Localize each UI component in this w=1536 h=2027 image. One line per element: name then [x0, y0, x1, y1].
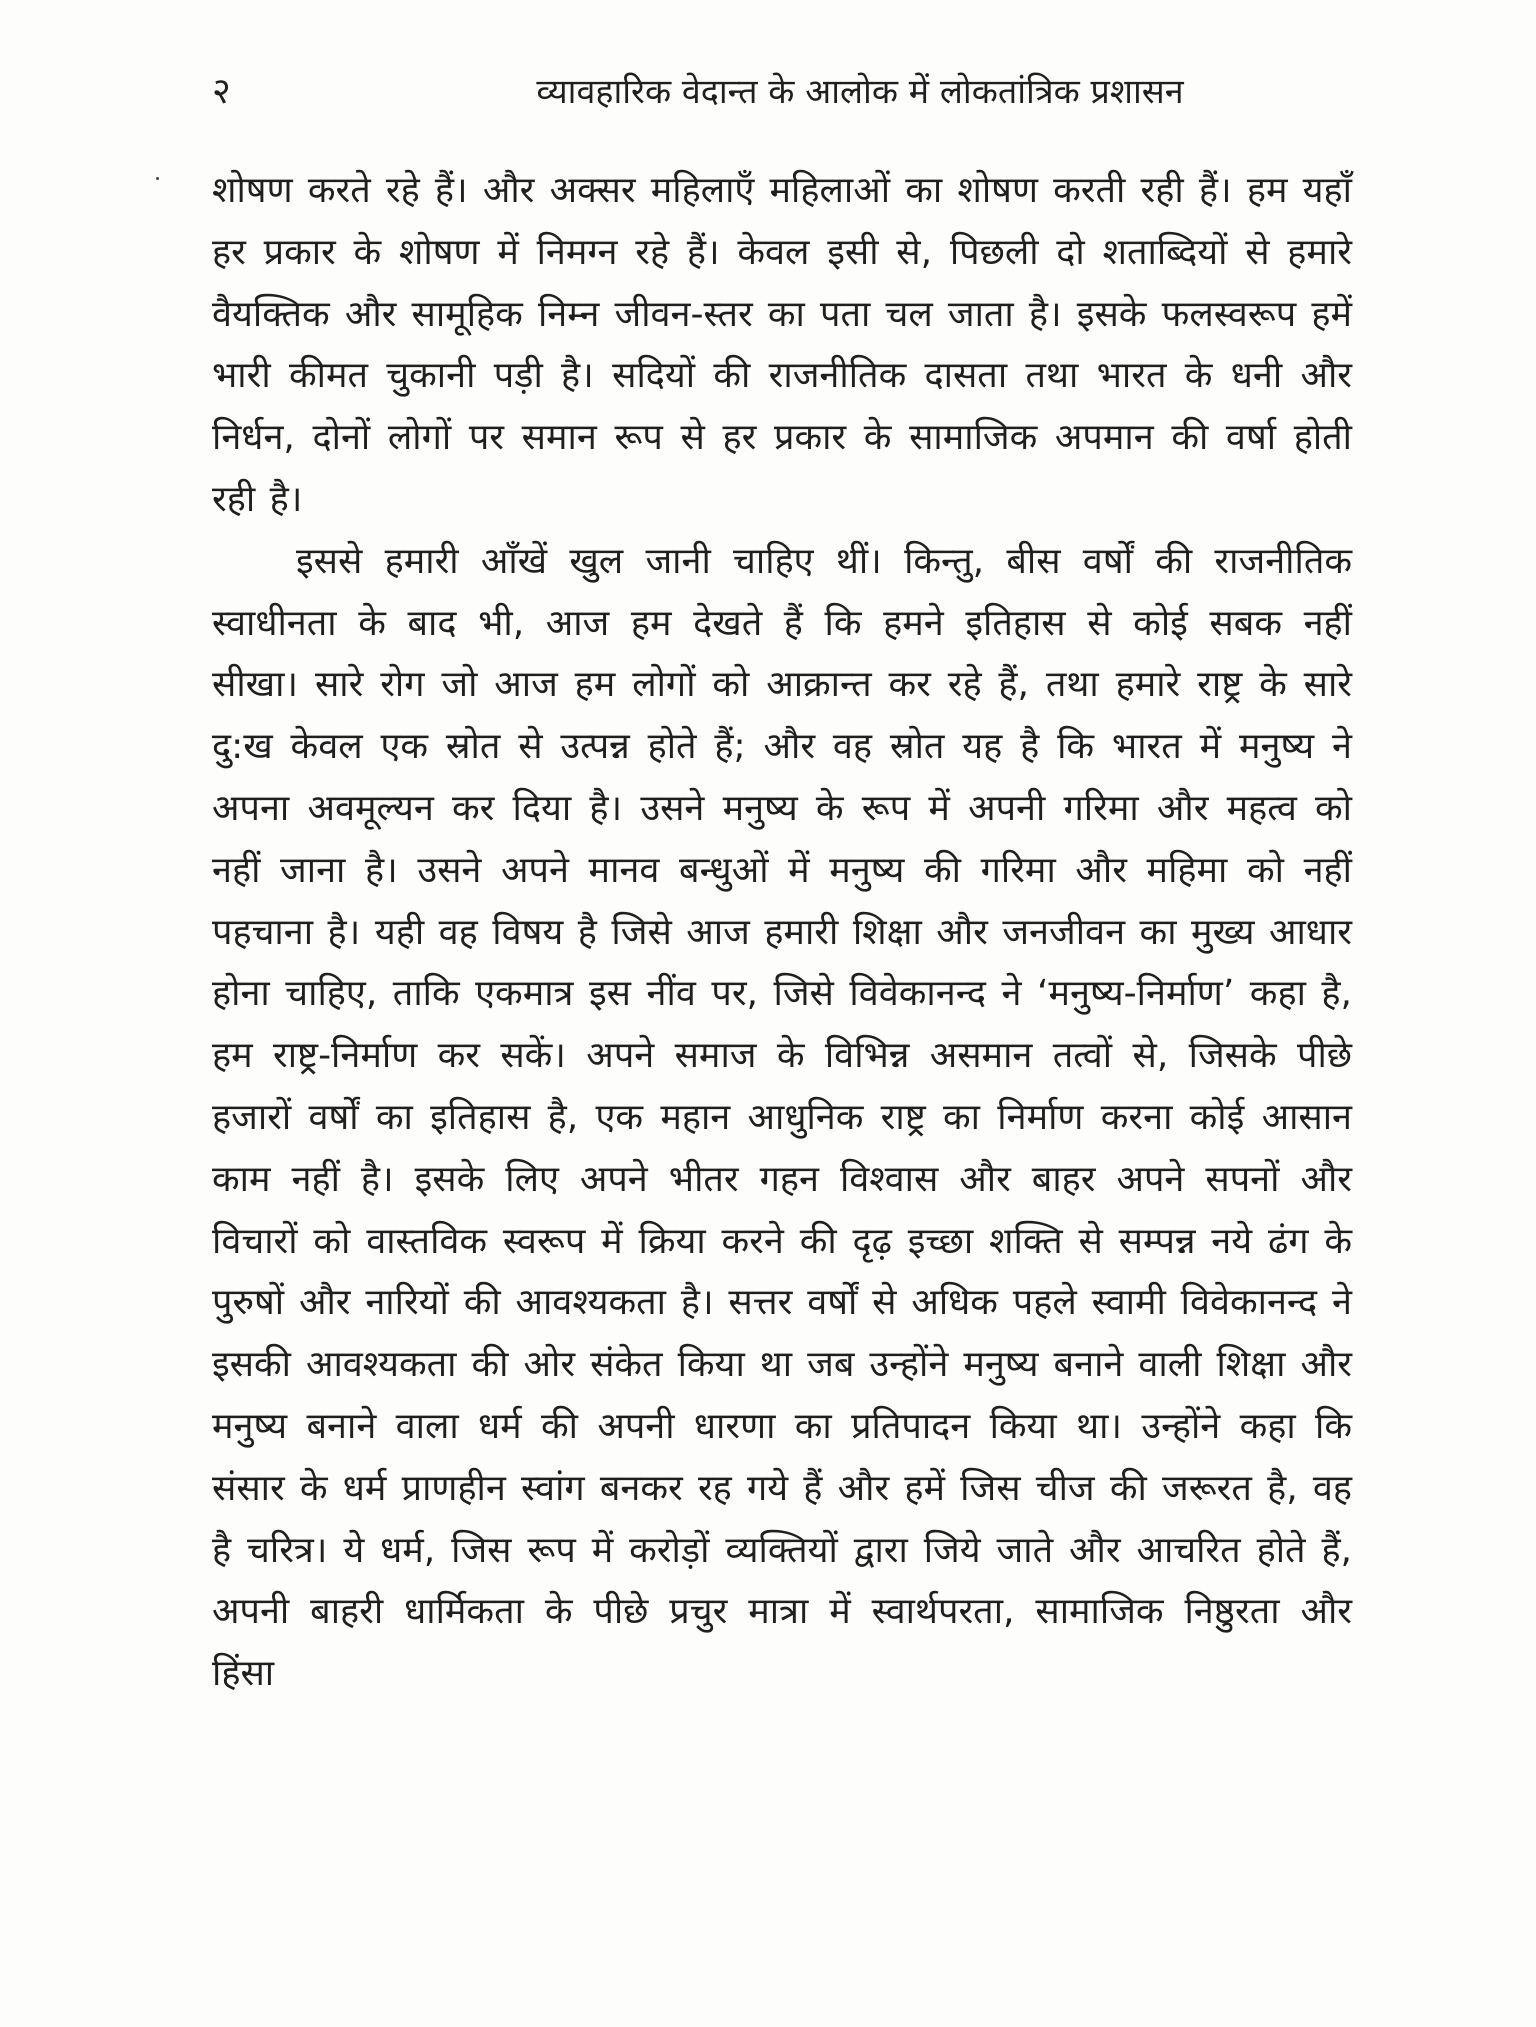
body-text — [212, 160, 1352, 1705]
paragraph-1: शोषण करते रहे हैं। और अक्सर महिलाएँ महिलाओं का शोषण करती रही हैं। हम यहाँ हर प्रकार के शोषण में निमग्न रहे हैं। केवल इसी से, पिछली दो शताब्दियों से हमारे वैयक्तिक और सामूहिक निम्न जीवन-स्तर का पता चल जाता है। इसके फलस्वरूप हमें भारी कीमत चुकानी पड़ी है। सदियों की राजनीतिक दासता तथा भारत के धनी और निर्धन, दोनों लोगों पर समान रूप से हर प्रकार के सामाजिक अपमान की वर्षा होती रही है। — [212, 170, 1352, 520]
page-header — [212, 62, 1368, 122]
print-speck — [156, 177, 159, 180]
paragraph-2: इससे हमारी आँखें खुल जानी चाहिए थीं। किन्तु, बीस वर्षों की राजनीतिक स्वाधीनता के बाद भी, आज हम देखते हैं कि हमने इतिहास से कोई सबक नहीं सीखा। सारे रोग जो आज हम लोगों को आक्रान्त कर रहे हैं, तथा हमारे राष्ट्र के सारे दु:ख केवल एक स्रोत से उत्पन्न होते हैं; और वह स्रोत यह है कि भारत में मनुष्य ने अपना अवमूल्यन कर दिया है। उसने मनुष्य के रूप में अपनी गरिमा और महत्व को नहीं जाना है। उसने अपने मानव बन्धुओं में मनुष्य की गरिमा और महिमा को नहीं पहचाना है। यही वह विषय है जिसे आज हमारी शिक्षा और जनजीवन का मुख्य आधार होना चाहिए, ताकि एकमात्र इस नींव पर, जिसे विवेकानन्द ने ‘मनुष्य-निर्माण’ कहा है, हम राष्ट्र-निर्माण कर सकें। अपने समाज के विभिन्न असमान तत्वों से, जिसके पीछे हजारों वर्षों का इतिहास है, एक महान आधुनिक राष्ट्र का निर्माण करना कोई आसान काम नहीं है। इसके लिए अपने भीतर गहन विश्वास और बाहर अपने सपनों और विचारों को वास्तविक स्वरूप में क्रिया करने की दृढ़ इच्छा शक्ति से सम्पन्न नये ढंग के पुरुषों और नारियों की आवश्यकता है। सत्तर वर्षों से अधिक पहले स्वामी विवेकानन्द ने इसकी आवश्यकता की ओर संकेत किया था जब उन्होंने मनुष्य बनाने वाली शिक्षा और मनुष्य बनाने वाला धर्म की अपनी धारणा का प्रतिपादन किया था। उन्होंने कहा कि संसार के धर्म प्राणहीन स्वांग बनकर रह गये हैं और हमें जिस चीज की जरूरत है, वह है चरित्र। ये धर्म, जिस रूप में करोड़ों व्यक्तियों द्वारा जिये जाते और आचरित होते हैं, अपनी बाहरी धार्मिकता के पीछे प्रचुर मात्रा में स्वार्थपरता, सामाजिक निष्ठुरता और हिंसा — [212, 540, 1352, 1695]
running-head-title: व्यावहारिक वेदान्त के आलोक में लोकतांत्रिक प्रशासन — [536, 72, 1184, 112]
page-number: २ — [212, 71, 231, 112]
